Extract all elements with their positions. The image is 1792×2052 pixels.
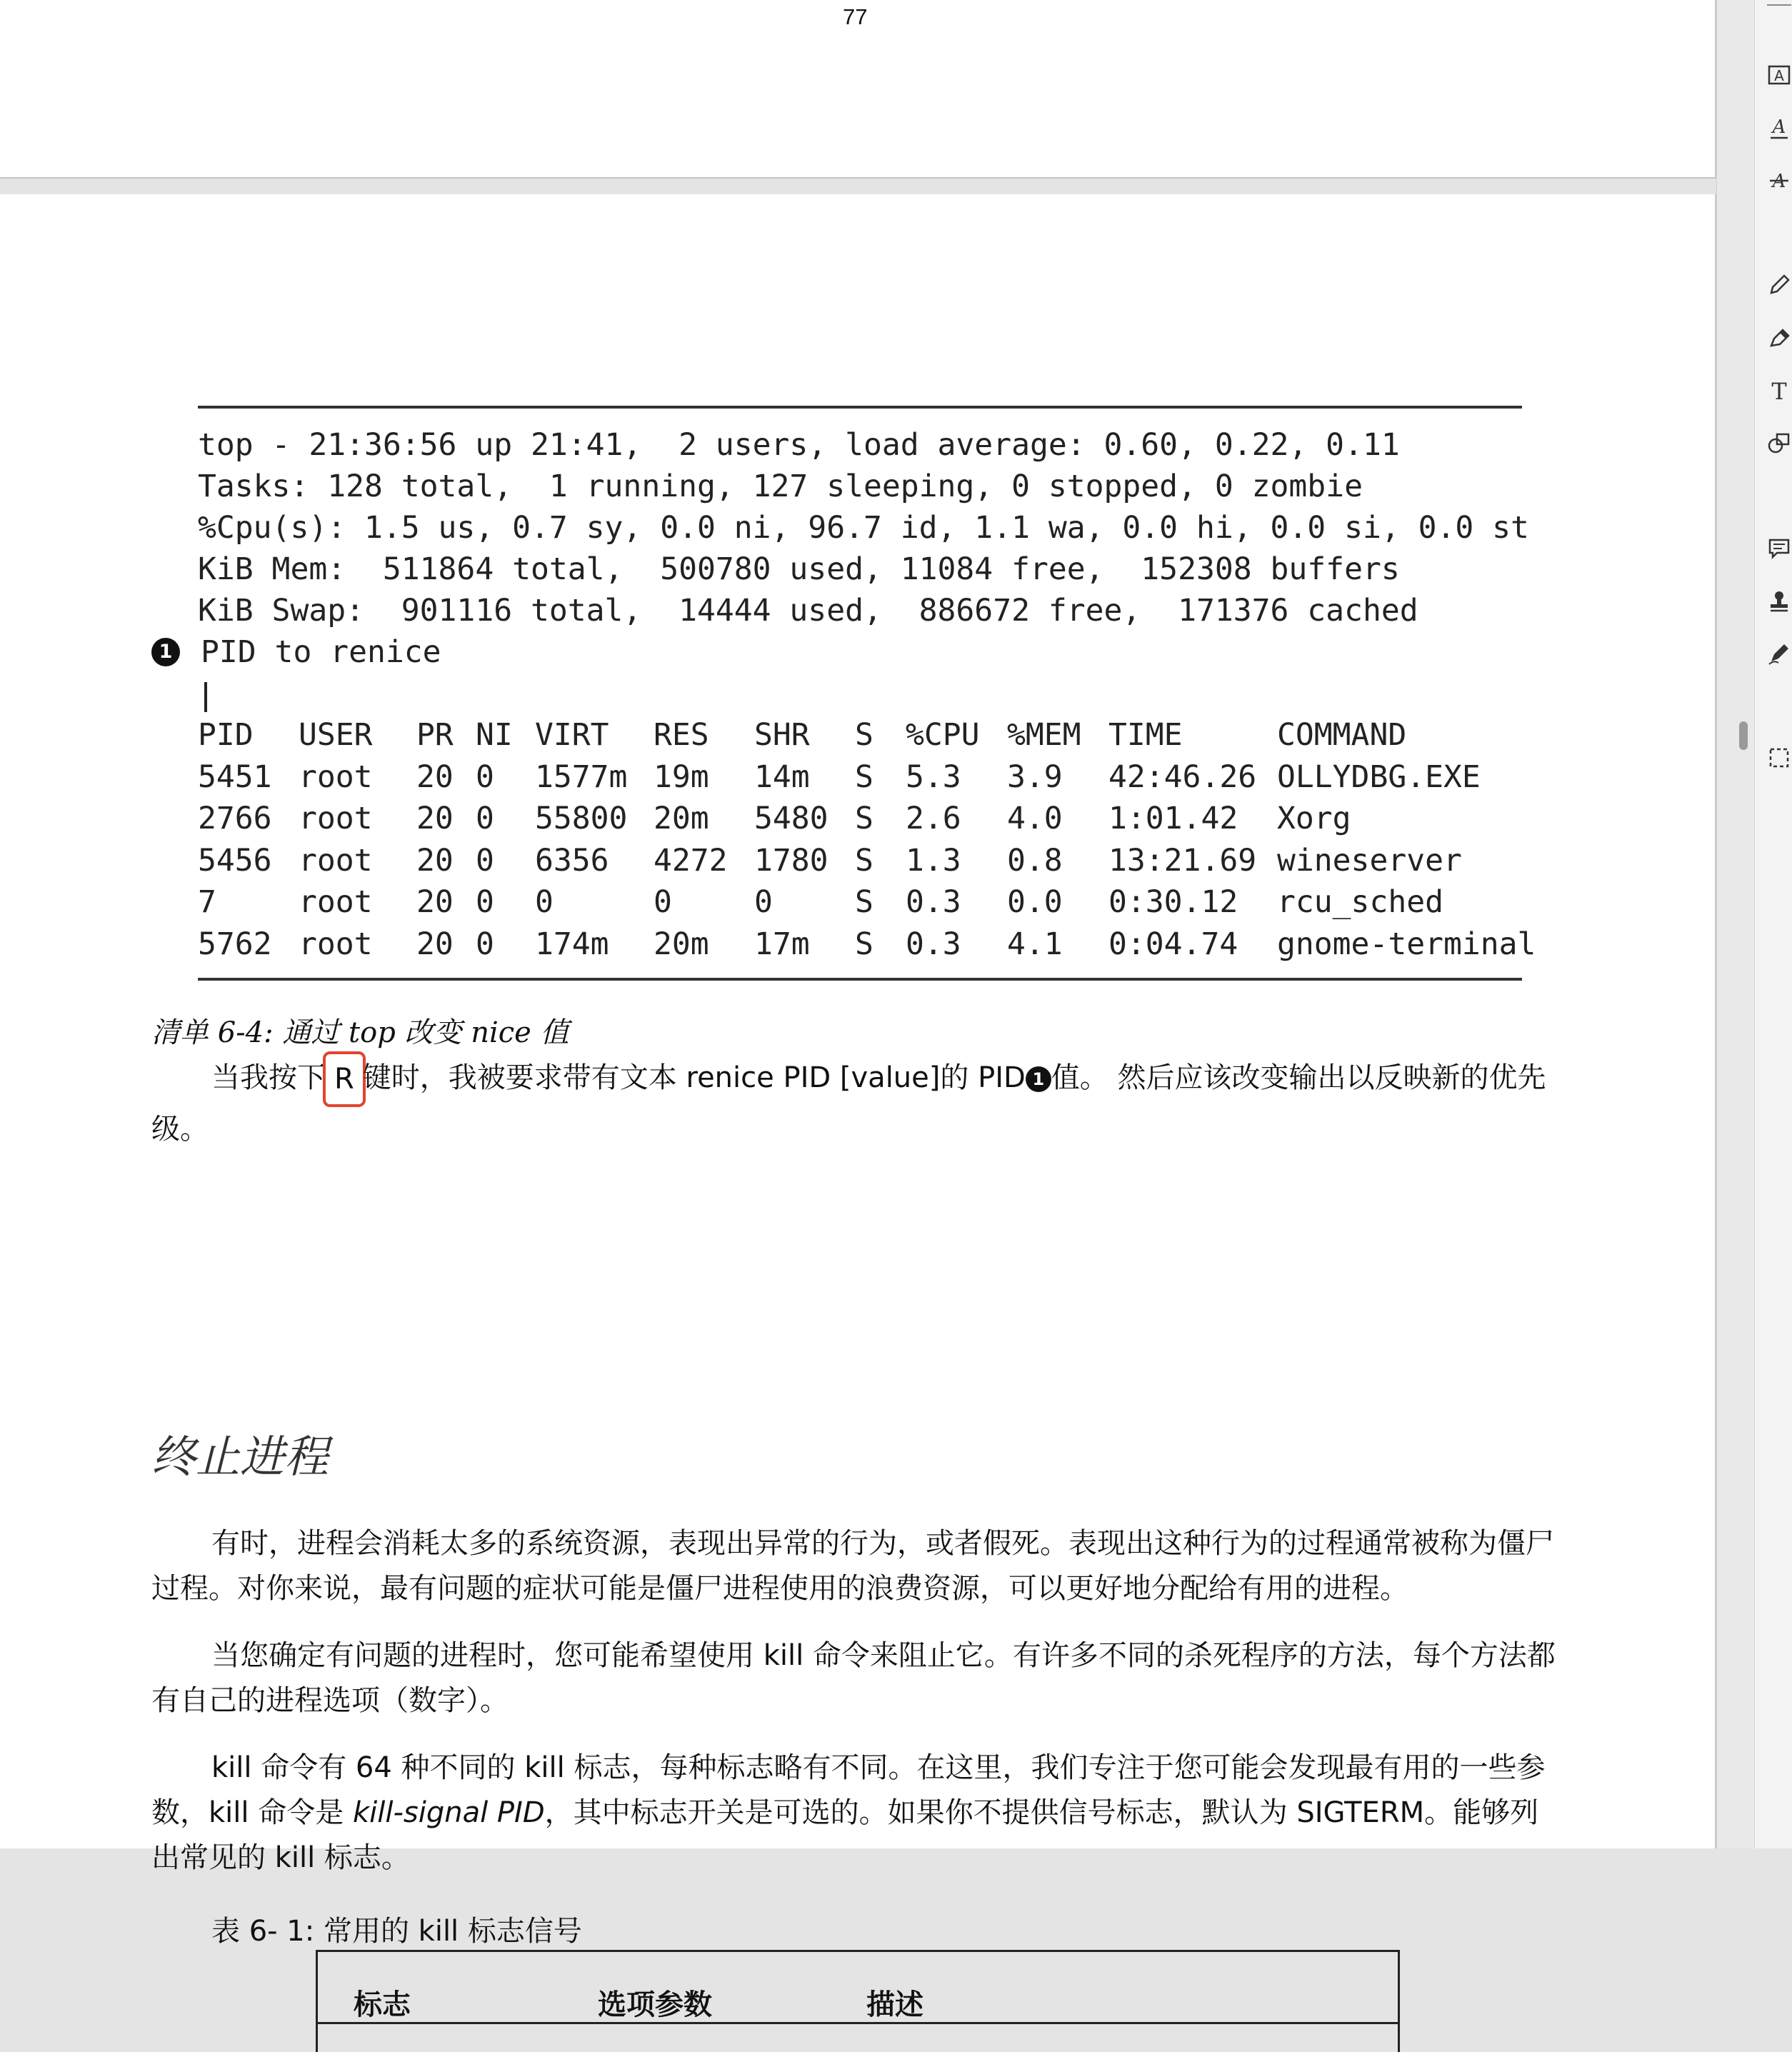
listing-bottom-rule [198, 978, 1522, 981]
process-cell: 4.0 [1007, 801, 1063, 837]
text-tool-icon[interactable] [1767, 379, 1791, 407]
svg-text:A: A [1772, 171, 1786, 192]
paragraph-kill-flags [151, 1746, 1560, 1881]
process-cell: 0 [476, 884, 494, 921]
process-cell: 42:46.26 [1108, 759, 1257, 795]
current-page [0, 194, 1716, 2021]
col-header: TIME [1108, 717, 1183, 754]
process-cell: 0:30.12 [1108, 884, 1238, 921]
process-cell: Xorg [1277, 801, 1351, 837]
process-cell: 3.9 [1007, 759, 1063, 795]
pencil-icon[interactable] [1767, 273, 1791, 301]
process-cell: 20 [416, 801, 454, 837]
toolbar-handle [1767, 4, 1791, 6]
process-cell: root [299, 926, 373, 962]
process-cell: 1.3 [906, 842, 961, 879]
process-row [198, 840, 1536, 882]
process-cell: 0:04.74 [1108, 926, 1238, 962]
process-cell: OLLYDBG.EXE [1277, 759, 1481, 795]
process-cell: S [855, 884, 874, 921]
process-cell: 13:21.69 [1108, 842, 1257, 879]
svg-text:A: A [1772, 116, 1786, 138]
process-cell: 20 [416, 842, 454, 879]
process-cell: 2766 [198, 801, 272, 837]
col-header: COMMAND [1277, 717, 1407, 754]
col-header: SHR [754, 717, 810, 754]
text-recognition-icon[interactable] [1767, 63, 1791, 91]
process-cell: 4.1 [1007, 926, 1063, 962]
underline-text-icon[interactable] [1767, 116, 1791, 144]
col-header: RES [654, 717, 709, 754]
process-cell: 1577m [535, 759, 628, 795]
kill-syntax: kill-signal PID [352, 1796, 545, 1829]
paragraph-kill-intro: 当您确定有问题的进程时，您可能希望使用 kill 命令来阻止它。有许多不同的杀死程序的方法，每个方法都有自己的进程选项（数字）。 [151, 1639, 1556, 1717]
process-cell: 20 [416, 884, 454, 921]
process-cell: 5456 [198, 842, 272, 879]
process-cell: 174m [535, 926, 609, 962]
table-header-description: 描述 [866, 1988, 923, 2021]
process-cell: gnome-terminal [1277, 926, 1536, 962]
process-cell: 0 [754, 884, 773, 921]
para1-text: 当我按下 [211, 1061, 326, 1094]
process-cell: S [855, 801, 874, 837]
shape-icon[interactable] [1767, 431, 1791, 460]
process-row [198, 924, 1536, 966]
section-heading: 终止进程 [151, 1431, 329, 1483]
page-number: 77 [843, 4, 868, 29]
stamp-icon[interactable] [1767, 589, 1791, 617]
col-header: NI [476, 717, 513, 754]
scrollbar-track[interactable] [1716, 0, 1754, 1848]
process-cell: wineserver [1277, 842, 1462, 879]
process-cell: 0 [476, 842, 494, 879]
process-cell: 6356 [535, 842, 609, 879]
process-cell: root [299, 842, 373, 879]
process-cell: 0 [476, 801, 494, 837]
col-header: USER [299, 717, 373, 754]
process-cell: root [299, 759, 373, 795]
process-table [198, 714, 1536, 965]
process-cell: 20m [654, 926, 709, 962]
process-cell: S [855, 926, 874, 962]
svg-text:A: A [1774, 67, 1784, 84]
paragraph-zombie: 有时，进程会消耗太多的系统资源，表现出异常的行为，或者假死。表现出这种行为的过程通常被称为僵尸过程。对你来说，最有问题的症状可能是僵尸进程使用的浪费资源，可以更好地分配给有用的进程。 [151, 1527, 1554, 1605]
para4-text: kill 命令有 64 种不同的 kill 标志，每种标志略有不同。在这里，我们专注于您可能会发现最有用的一些参数，kill 命令是 [151, 1751, 1546, 1829]
process-cell: 14m [754, 759, 810, 795]
process-cell: 7 [198, 884, 216, 921]
text-cursor [204, 682, 207, 712]
para4-text: ，其中标志开关是可选的。如果你不提供信号标志，默认为 SIGTERM。能够列出常见的 kill 标志。 [151, 1796, 1539, 1874]
table-header-flag: 标志 [354, 1988, 411, 2021]
process-cell: 1780 [754, 842, 829, 879]
process-row [198, 881, 1536, 924]
process-cell: 0.0 [1007, 884, 1063, 921]
process-cell: S [855, 842, 874, 879]
process-row [198, 756, 1536, 799]
top-mem-line: KiB Mem: 511864 total, 500780 used, 11084 free, 152308 buffers [198, 551, 1400, 587]
process-row [198, 798, 1536, 840]
process-cell: 0 [535, 884, 554, 921]
col-header: S [855, 717, 874, 754]
para1-text: 值。 然后应该改变输出以反映新的优先级。 [151, 1061, 1546, 1146]
col-header: VIRT [535, 717, 609, 754]
process-cell: 20 [416, 759, 454, 795]
listing-top-rule [198, 406, 1522, 409]
col-header: %MEM [1007, 717, 1081, 754]
process-cell: rcu_sched [1277, 884, 1443, 921]
renice-prompt: PID to renice [201, 634, 441, 670]
process-cell: root [299, 801, 373, 837]
process-table-header [198, 714, 1536, 756]
process-cell: 5451 [198, 759, 272, 795]
paragraph-renice [151, 1051, 1560, 1152]
comment-icon[interactable] [1767, 536, 1791, 564]
col-header: %CPU [906, 717, 980, 754]
top-uptime-line: top - 21:36:56 up 21:41, 2 users, load average: 0.60, 0.22, 0.11 [198, 427, 1400, 463]
process-cell: 0 [476, 926, 494, 962]
process-cell: 5.3 [906, 759, 961, 795]
table-caption: 表 6- 1: 常用的 kill 标志信号 [211, 1915, 582, 1948]
kill-flags-table [316, 1950, 1400, 2052]
strikethrough-text-icon[interactable] [1767, 169, 1791, 197]
col-header: PR [416, 717, 454, 754]
process-cell: 0.3 [906, 926, 961, 962]
process-cell: 20 [416, 926, 454, 962]
process-cell: 5480 [754, 801, 829, 837]
top-tasks-line: Tasks: 128 total, 1 running, 127 sleeping, 0 stopped, 0 zombie [198, 469, 1363, 504]
para1-text: 键时，我被要求带有文本 renice PID [value]的 PID [362, 1061, 1026, 1094]
process-cell: 5762 [198, 926, 272, 962]
scrollbar-thumb[interactable] [1739, 721, 1748, 750]
process-cell: 4272 [654, 842, 728, 879]
process-cell: 20m [654, 801, 709, 837]
process-cell: 0.8 [1007, 842, 1063, 879]
table-header-option: 选项参数 [598, 1988, 712, 2021]
col-header: PID [198, 717, 254, 754]
previous-page [0, 0, 1716, 179]
process-cell: 0.3 [906, 884, 961, 921]
top-cpu-line: %Cpu(s): 1.5 us, 0.7 sy, 0.0 ni, 96.7 id, 1.1 wa, 0.0 hi, 0.0 si, 0.0 st [198, 510, 1529, 546]
process-cell: 2.6 [906, 801, 961, 837]
listing-caption: 清单 6-4: 通过 top 改变 nice 值 [151, 1016, 569, 1049]
process-cell: 19m [654, 759, 709, 795]
signature-icon[interactable] [1767, 641, 1791, 670]
selection-icon[interactable] [1767, 746, 1791, 774]
callout-marker: 1 [1026, 1066, 1051, 1092]
process-cell: 0 [654, 884, 672, 921]
process-cell: 1:01.42 [1108, 801, 1238, 837]
process-cell: root [299, 884, 373, 921]
process-cell: 55800 [535, 801, 628, 837]
process-cell: S [855, 759, 874, 795]
r-key-highlight: R [323, 1051, 366, 1107]
process-cell: 0 [476, 759, 494, 795]
svg-text:T: T [1771, 378, 1787, 405]
highlighter-icon[interactable] [1767, 326, 1791, 354]
table-header-rule [318, 2022, 1398, 2024]
callout-marker: 1 [151, 638, 180, 666]
top-swap-line: KiB Swap: 901116 total, 14444 used, 886672 free, 171376 cached [198, 593, 1418, 629]
process-cell: 17m [754, 926, 810, 962]
